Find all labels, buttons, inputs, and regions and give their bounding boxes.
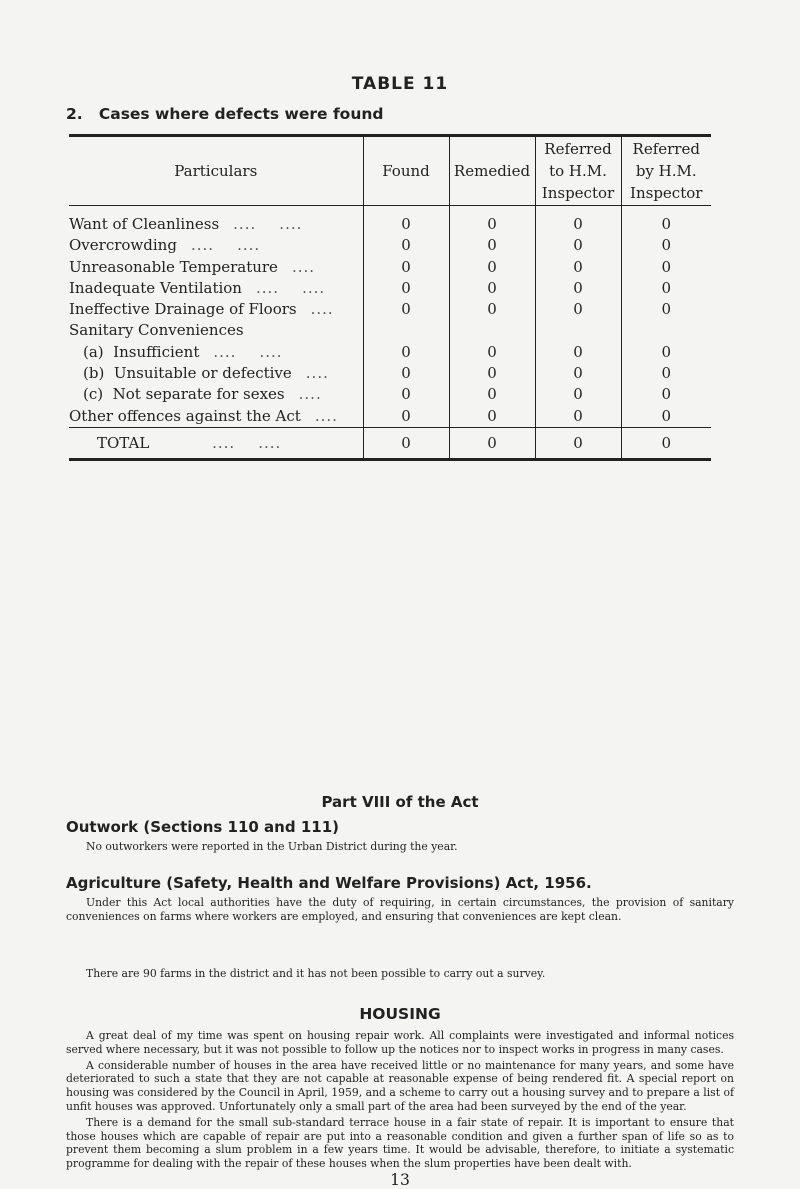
housing-section: [0, 1029, 800, 1189]
row-leader: .... ....: [255, 278, 326, 297]
outwork-text: No outworkers were reported in the Urban District during the year.: [86, 840, 458, 853]
row-label: (c) Not separate for sexes: [83, 385, 285, 404]
table-row: [69, 406, 711, 428]
row-leader: ....: [310, 300, 334, 319]
row-referred-to: 0: [535, 278, 621, 299]
row-referred-by: 0: [621, 278, 711, 299]
row-found: [363, 320, 449, 341]
row-remedied: 0: [449, 206, 535, 236]
table-row: [69, 257, 711, 278]
row-label-cell: [69, 206, 363, 236]
table-row: [69, 206, 711, 236]
row-remedied: 0: [449, 363, 535, 384]
row-label-cell: [69, 342, 363, 363]
row-label-cell: [69, 235, 363, 256]
header-referred-by-line2: by H.M.: [635, 162, 697, 180]
header-referred-by-line1: Referred: [632, 140, 700, 158]
row-label-cell: [69, 363, 363, 384]
row-remedied: 0: [449, 342, 535, 363]
row-remedied: [449, 320, 535, 341]
row-remedied: 0: [449, 406, 535, 428]
row-remedied: 0: [449, 299, 535, 320]
row-label: Other offences against the Act: [69, 406, 301, 425]
total-remedied: 0: [449, 427, 535, 459]
row-found: 0: [363, 363, 449, 384]
row-label-cell: [69, 299, 363, 320]
row-leader: ....: [298, 385, 322, 404]
header-found: Found: [363, 136, 449, 206]
row-label: (a) Insufficient: [83, 342, 200, 361]
header-referred-to-line3: Inspector: [541, 184, 615, 202]
total-leader: .... ....: [212, 433, 282, 452]
total-found: 0: [363, 427, 449, 459]
table-row: [69, 342, 711, 363]
row-referred-to: 0: [535, 206, 621, 236]
agriculture-heading: Agriculture (Safety, Health and Welfare Provisions) Act, 1956.: [66, 874, 592, 892]
row-remedied: 0: [449, 257, 535, 278]
row-found: 0: [363, 384, 449, 405]
header-referred-by-line3: Inspector: [630, 184, 703, 202]
total-label: TOTAL: [97, 433, 150, 452]
row-found: 0: [363, 235, 449, 256]
row-label: Overcrowding: [69, 236, 177, 255]
row-referred-by: 0: [621, 363, 711, 384]
row-label: (b) Unsuitable or defective: [83, 364, 292, 383]
row-label-cell: [69, 384, 363, 405]
row-referred-to: 0: [535, 342, 621, 363]
row-referred-by: [621, 320, 711, 341]
table-row: [69, 320, 711, 341]
row-found: 0: [363, 257, 449, 278]
row-label: Sanitary Conveniences: [69, 321, 244, 340]
row-label: Inadequate Ventilation: [69, 278, 242, 297]
part-heading: Part VIII of the Act: [321, 793, 479, 811]
row-remedied: 0: [449, 235, 535, 256]
row-found: 0: [363, 299, 449, 320]
row-label: Want of Cleanliness: [69, 215, 220, 233]
row-referred-to: [535, 320, 621, 341]
row-referred-to: 0: [535, 406, 621, 428]
header-referred-to-line1: Referred: [544, 140, 612, 158]
row-leader: ....: [305, 364, 329, 383]
row-remedied: 0: [449, 278, 535, 299]
total-referred-to: 0: [535, 427, 621, 459]
table-title: TABLE 11: [351, 74, 449, 94]
row-referred-by: 0: [621, 206, 711, 236]
row-remedied: 0: [449, 384, 535, 405]
housing-heading: HOUSING: [359, 1005, 441, 1023]
row-found: 0: [363, 206, 449, 236]
table-row: [69, 299, 711, 320]
row-referred-to: 0: [535, 363, 621, 384]
header-particulars: Particulars: [69, 136, 363, 206]
row-leader: ....: [291, 257, 316, 276]
row-found: 0: [363, 278, 449, 299]
row-label-cell: [69, 406, 363, 428]
table-header-row: [69, 136, 711, 206]
table-row: [69, 235, 711, 256]
row-label-cell: [69, 320, 363, 341]
total-referred-by: 0: [621, 427, 711, 459]
row-referred-to: 0: [535, 299, 621, 320]
row-referred-to: 0: [535, 257, 621, 278]
housing-paragraph-3: There is a demand for the small sub-standard terrace house in a fair state of repair. It is important to ensure that those houses which are capable of repair are put into a reasonable condition and given a further span of life so as to prevent them becoming a slum problem in a few years time. It would be advisable, therefore, to initiate a systematic programme for dealing with the repair of these houses when the slum properties have been dealt with.: [66, 1115, 734, 1171]
row-referred-by: 0: [621, 384, 711, 405]
row-referred-by: 0: [621, 257, 711, 278]
header-referred-to: [535, 136, 621, 206]
row-referred-to: 0: [535, 384, 621, 405]
row-referred-by: 0: [621, 235, 711, 256]
agriculture-paragraph-2: There are 90 farms in the district and it has not been possible to carry out a survey.: [86, 967, 546, 980]
table-subtitle: 2. Cases where defects were found: [66, 105, 384, 123]
housing-paragraph-1: A great deal of my time was spent on housing repair work. All complaints were investigated and informal notices served where necessary, but it was not possible to follow up the notices nor to inspect works in progress in many cases.: [66, 1029, 734, 1056]
row-referred-by: 0: [621, 406, 711, 428]
outwork-heading: Outwork (Sections 110 and 111): [66, 818, 339, 836]
row-referred-by: 0: [621, 342, 711, 363]
housing-paragraph-2: A considerable number of houses in the area have received little or no maintenance for many years, and some have deteriorated to such a state that they are not capable at reasonable expense of being rendered fit. A special report on housing was considered by the Council in April, 1959, and a scheme to carry out a housing survey and to prepare a list of unfit houses was approved. Unfortunately only a small part of the area had been surveyed by the end of the year.: [66, 1058, 734, 1113]
row-leader: .... ....: [213, 342, 283, 361]
row-found: 0: [363, 342, 449, 363]
table-row: [69, 363, 711, 384]
defects-table: [69, 134, 711, 461]
row-leader: ....: [314, 406, 338, 425]
row-referred-to: 0: [535, 235, 621, 256]
header-referred-to-line2: to H.M.: [549, 162, 607, 180]
row-leader: .... ....: [233, 215, 303, 233]
row-referred-by: 0: [621, 299, 711, 320]
row-label-cell: [69, 257, 363, 278]
table-row: [69, 384, 711, 405]
row-found: 0: [363, 406, 449, 428]
header-referred-by: [621, 136, 711, 206]
total-label-cell: [69, 427, 363, 459]
row-label: Unreasonable Temperature: [69, 257, 278, 276]
row-leader: .... ....: [190, 236, 261, 255]
table-total-row: [69, 427, 711, 459]
row-label: Ineffective Drainage of Floors: [69, 300, 297, 319]
agriculture-paragraph-1: Under this Act local authorities have the duty of requiring, in certain circumstances, the provision of sanitary conveniences on farms where workers are employed, and ensuring that conveniences are kept clean.: [66, 896, 734, 923]
header-remedied: Remedied: [449, 136, 535, 206]
row-label-cell: [69, 278, 363, 299]
table-row: [69, 278, 711, 299]
page-number: 13: [390, 1170, 410, 1189]
